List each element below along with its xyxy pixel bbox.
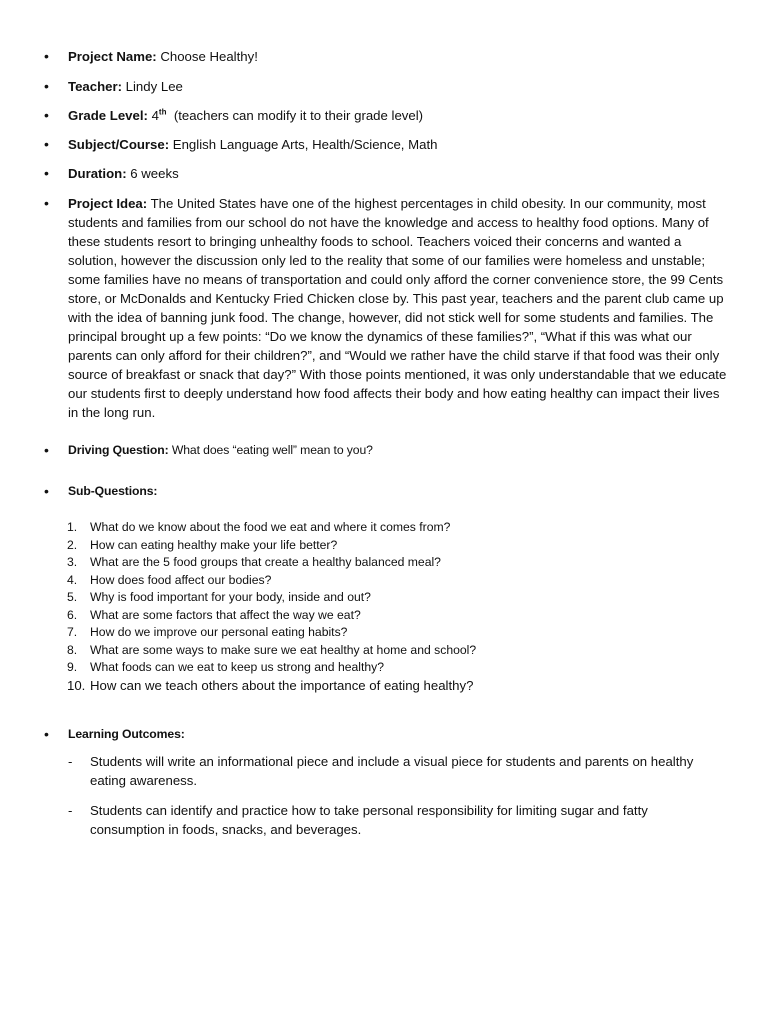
sub-question-text: What foods can we eat to keep us strong and healthy? — [90, 660, 385, 674]
grade-level-label: Grade Level: — [68, 108, 148, 123]
learning-outcome-text: - Students can identify and practice how to take personal responsibility for limiting sugar and fatty consumption in foods, snacks, and beverages. — [0, 801, 700, 839]
teacher-value: Lindy Lee — [125, 79, 183, 94]
learning-outcome-2 — [0, 801, 768, 839]
sub-question-number: 3. — [67, 555, 78, 569]
grade-level-suffix: th — [158, 107, 167, 117]
project-name-item — [0, 47, 768, 66]
sub-question-item — [0, 659, 768, 677]
sub-question-text: How do we improve our personal eating habits? — [90, 625, 348, 639]
subject-value: English Language Arts, Health/Science, Math — [172, 137, 438, 152]
project-name-value: Choose Healthy! — [160, 49, 258, 64]
duration-value: 6 weeks — [130, 166, 179, 181]
sub-questions-list-container — [0, 519, 768, 694]
project-idea-item — [0, 194, 768, 422]
sub-question-number: 10. — [67, 677, 86, 693]
sub-question-text: Why is food important for your body, inside and out? — [90, 590, 371, 604]
grade-level-item — [0, 106, 768, 125]
sub-question-text: What do we know about the food we eat and where it comes from? — [90, 520, 451, 534]
sub-question-item — [0, 624, 768, 642]
sub-question-number: 1. — [67, 520, 78, 534]
sub-questions-list — [0, 519, 768, 694]
sub-question-text: How does food affect our bodies? — [90, 572, 272, 587]
sub-question-item — [0, 642, 768, 660]
sub-question-number: 8. — [67, 642, 78, 657]
sub-question-text: What are some factors that affect the way we eat? — [90, 607, 361, 622]
learning-outcomes-heading-item — [0, 725, 768, 744]
project-name-label: Project Name: — [68, 49, 157, 64]
learning-outcome-1 — [0, 752, 768, 790]
sub-question-number: 6. — [67, 607, 78, 622]
driving-question-value: What does “eating well” mean to you? — [171, 443, 373, 457]
project-idea-label: Project Idea: — [68, 196, 148, 211]
sub-question-number: 7. — [67, 625, 78, 639]
sub-question-item — [0, 572, 768, 590]
grade-level-note: (teachers can modify it to their grade level) — [173, 108, 424, 123]
sub-question-item — [0, 607, 768, 625]
sub-question-item — [0, 519, 768, 537]
sub-question-text: How can eating healthy make your life better? — [90, 537, 338, 552]
sub-question-number: 2. — [67, 537, 78, 552]
sub-question-number: 5. — [67, 590, 78, 604]
sub-question-text: What are the 5 food groups that create a healthy balanced meal? — [90, 555, 441, 569]
subject-label: Subject/Course: — [68, 137, 170, 152]
learning-outcomes-label: Learning Outcomes: — [68, 727, 185, 741]
sub-questions-label: Sub-Questions: — [68, 484, 158, 498]
driving-question-label: Driving Question: — [68, 443, 169, 457]
learning-outcome-text: - Students will write an informational piece and include a visual piece for students and parents on healthy eating awareness. — [0, 752, 700, 790]
grade-level-number: 4 — [151, 108, 159, 123]
duration-label: Duration: — [68, 166, 127, 181]
sub-question-text: How can we teach others about the importance of eating healthy? — [90, 677, 474, 693]
driving-question-item — [0, 441, 768, 460]
sub-question-item — [0, 537, 768, 555]
sub-question-number: 4. — [67, 572, 78, 587]
project-idea-text: The United States have one of the highest percentages in child obesity. In our community, most students and families from our school do not have the knowledge and access to healthy food options. Many of these students resort to bringing unhealthy foods to school. Teachers voiced their concerns and wanted a solution, however the discussion only led to the reality that some of our families were homeless and unstable; some families have no means of transportation and could only afford the corner convenience store, the 99 Cents store, or McDonalds and Kentucky Fried Chicken close by. This past year, teachers and the parent club came up with the idea of banning junk food. The change, however, did not stick well for some students and families. The principal brought up a few points: “Do we know the dynamics of these families?”, “What if this was what our parents can only afford for their children?”, and “Would we rather have the child starve if that food was their only source of breakfast or snack that day?” With those points mentioned, it was only understandable that we educate our students first to deeply understand how food affects their body and how eating healthy can impact their lives in the long run. — [68, 196, 727, 420]
sub-question-item — [0, 677, 768, 695]
sub-question-number: 9. — [67, 660, 78, 674]
sub-questions-heading-item — [0, 482, 768, 501]
sub-question-text: What are some ways to make sure we eat healthy at home and school? — [90, 642, 477, 657]
sub-question-item — [0, 589, 768, 607]
sub-question-item — [0, 554, 768, 572]
duration-item — [0, 164, 768, 183]
teacher-label: Teacher: — [68, 79, 122, 94]
subject-item — [0, 135, 768, 154]
teacher-item — [0, 77, 768, 96]
